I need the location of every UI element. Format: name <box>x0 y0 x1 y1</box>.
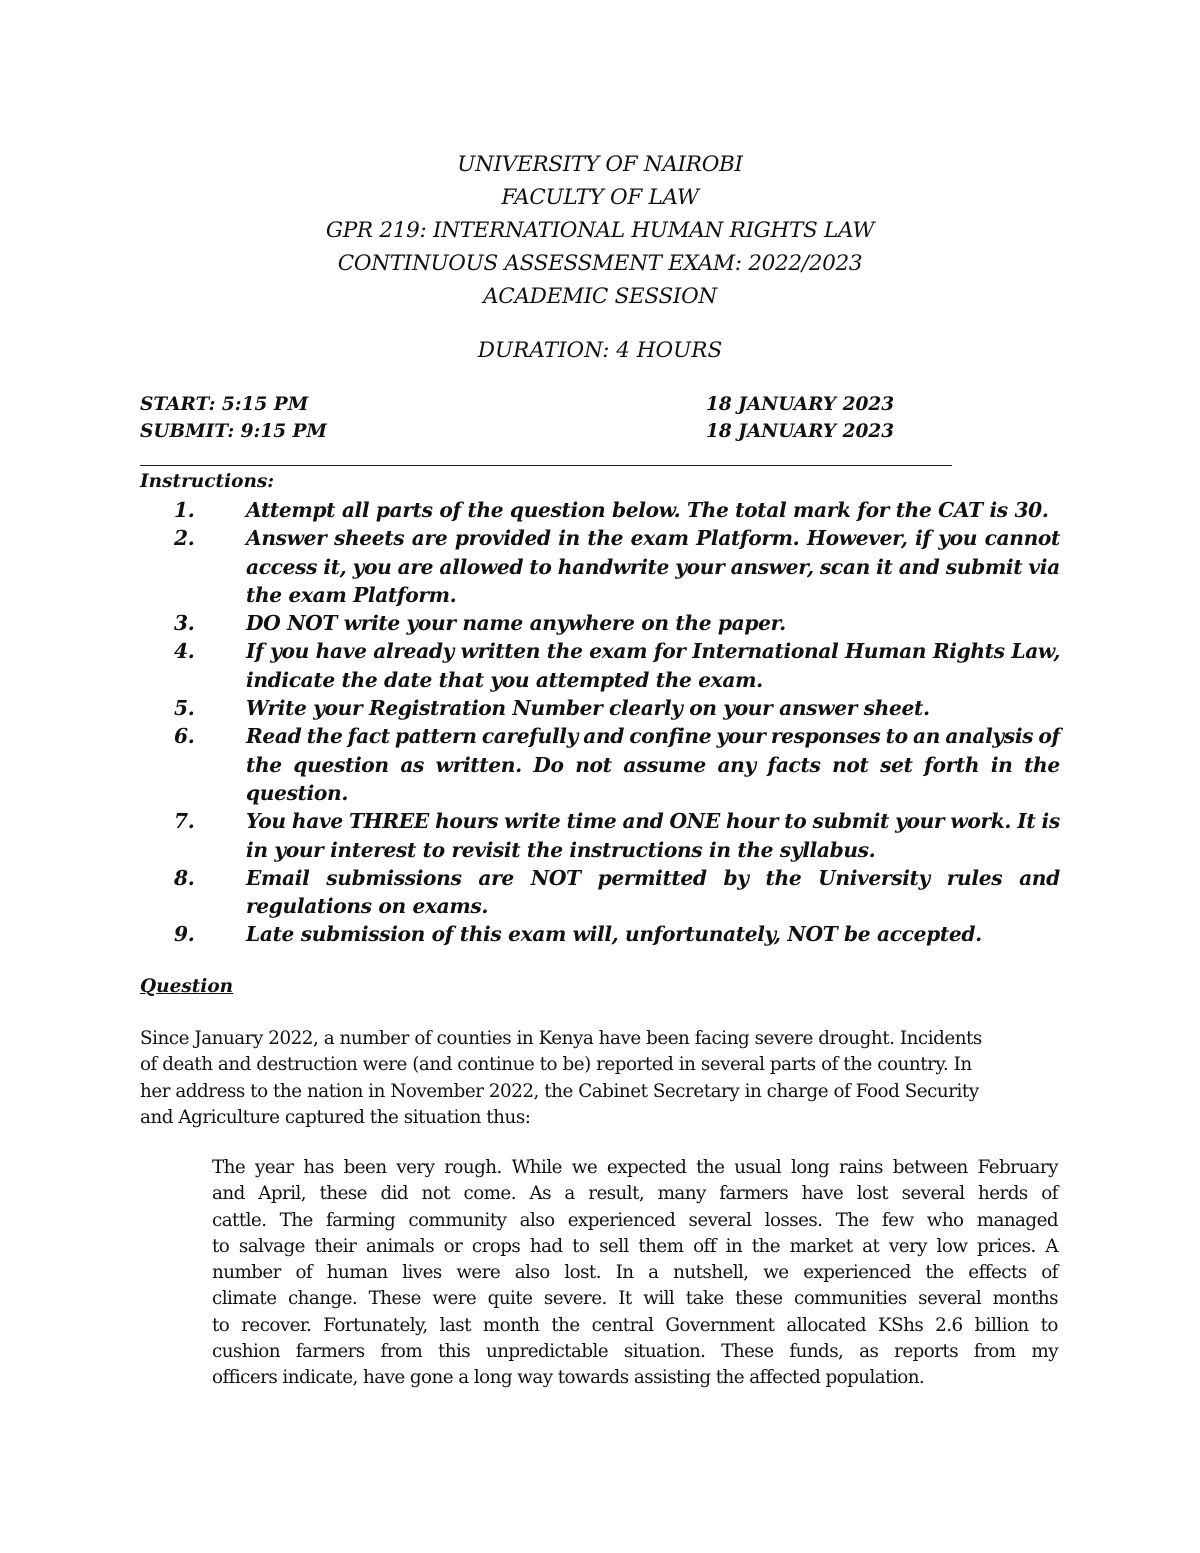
paragraph-line: her address to the nation in November 2022, the Cabinet Secretary in charge of Food Security <box>140 1080 979 1102</box>
instruction-item <box>140 694 1060 722</box>
instruction-item <box>140 722 1060 807</box>
paragraph-line: Since January 2022, a number of counties in Kenya have been facing severe drought. Incidents <box>140 1028 982 1049</box>
instruction-text-line: access it, you are allowed to handwrite your answer, scan it and submit via <box>246 554 1060 579</box>
question-title: Question <box>140 976 234 997</box>
instruction-text-line: the exam Platform. <box>246 582 457 607</box>
submit-date: 18 JANUARY 2023 <box>706 421 895 442</box>
instruction-number: 3. <box>174 611 195 636</box>
instruction-item <box>140 609 1060 637</box>
instruction-number: 1. <box>174 498 195 522</box>
course-title: GPR 219: INTERNATIONAL HUMAN RIGHTS LAW <box>325 218 875 243</box>
instructions-list <box>140 496 1060 949</box>
instruction-text-line: the question as written. Do not assume any facts not set forth in the <box>246 752 1060 777</box>
university-name: UNIVERSITY OF NAIROBI <box>457 152 743 177</box>
paragraph-line: of death and destruction were (and continue to be) reported in several parts of the country. In <box>140 1054 972 1076</box>
quote-line: to salvage their animals or crops had to sell them off in the market at very low prices. A <box>212 1235 1058 1257</box>
academic-session: ACADEMIC SESSION <box>483 284 717 309</box>
quote-line: and April, these did not come. As a result, many farmers have lost several herds of <box>212 1183 1058 1205</box>
instruction-text-line: indicate the date that you attempted the exam. <box>246 667 763 692</box>
exam-title: CONTINUOUS ASSESSMENT EXAM: 2022/2023 <box>337 251 863 276</box>
instruction-text-line: Write your Registration Number clearly on your answer sheet. <box>246 696 930 721</box>
instruction-number: 6. <box>174 724 195 749</box>
faculty-name: FACULTY OF LAW <box>501 185 699 210</box>
instruction-number: 9. <box>174 922 195 947</box>
exam-header <box>0 148 1200 313</box>
start-time-row <box>140 391 950 418</box>
header-divider <box>140 465 952 466</box>
paragraph-line: and Agriculture captured the situation thus: <box>140 1106 531 1128</box>
exam-times <box>140 391 950 445</box>
instruction-number: 8. <box>174 865 195 890</box>
instruction-number: 4. <box>174 639 195 664</box>
instruction-text-line: Email submissions are NOT permitted by the University rules and <box>246 865 1060 890</box>
instruction-number: 7. <box>174 809 195 834</box>
quote-line: to recover. Fortunately, last month the central Government allocated KShs 2.6 billion to <box>212 1314 1058 1336</box>
start-date: 18 JANUARY 2023 <box>706 394 895 415</box>
instruction-item <box>140 524 1060 609</box>
instruction-text-line: You have THREE hours write time and ONE hour to submit your work. It is <box>246 809 1060 834</box>
quote-line: cattle. The farming community also experienced several losses. The few who managed <box>212 1209 1058 1231</box>
instruction-text-line: regulations on exams. <box>246 894 489 919</box>
instruction-item <box>140 864 1060 921</box>
exam-duration: DURATION: 4 HOURS <box>477 338 723 363</box>
start-time: START: 5:15 PM <box>140 394 309 415</box>
instruction-text-line: Answer sheets are provided in the exam Platform. However, if you cannot <box>246 526 1060 551</box>
quote-line: cushion farmers from this unpredictable situation. These funds, as reports from my <box>212 1341 1058 1363</box>
instruction-number: 2. <box>174 526 195 551</box>
instruction-number: 5. <box>174 696 195 721</box>
quote-line: number of human lives were also lost. In a nutshell, we experienced the effects of <box>212 1262 1058 1284</box>
quote-line: officers indicate, have gone a long way towards assisting the affected population. <box>212 1367 925 1389</box>
submit-time: SUBMIT: 9:15 PM <box>140 421 327 442</box>
instructions-title: Instructions: <box>140 471 275 492</box>
question-quote <box>212 1155 1058 1392</box>
quote-line: The year has been very rough. While we expected the usual long rains between February <box>212 1157 1058 1178</box>
instruction-text-line: Read the fact pattern carefully and confine your responses to an analysis of <box>246 724 1060 749</box>
instruction-item <box>140 920 1060 948</box>
instruction-item <box>140 637 1060 694</box>
submit-time-row <box>140 418 950 445</box>
quote-line: climate change. These were quite severe. It will take these communities several months <box>212 1288 1058 1310</box>
instruction-item <box>140 496 1060 524</box>
instruction-text-line: If you have already written the exam for International Human Rights Law, <box>246 639 1060 664</box>
instruction-text-line: question. <box>246 780 349 805</box>
instruction-text-line: Late submission of this exam will, unfortunately, NOT be accepted. <box>246 922 982 947</box>
instruction-text-line: in your interest to revisit the instructions in the syllabus. <box>246 837 876 862</box>
instruction-text-line: DO NOT write your name anywhere on the paper. <box>246 611 786 636</box>
instruction-text-line: Attempt all parts of the question below. The total mark for the CAT is 30. <box>246 498 1049 522</box>
instruction-item <box>140 807 1060 864</box>
question-paragraph <box>140 1026 1058 1131</box>
